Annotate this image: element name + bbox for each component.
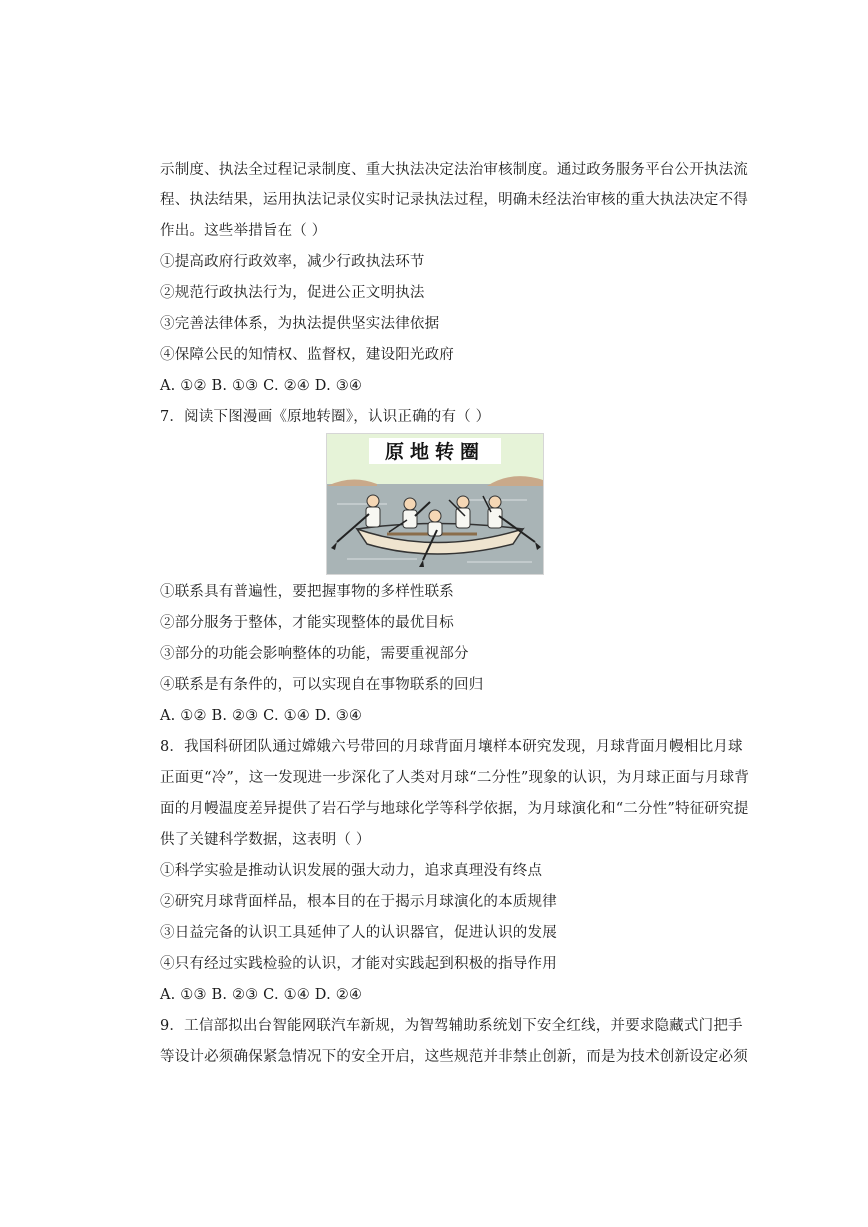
q8-stem-line-3: 面的月幔温度差异提供了岩石学与地球化学等科学依据，为月球演化和“二分性”特征研究提: [160, 801, 749, 817]
q7-option-1: ①联系具有普遍性，要把握事物的多样性联系: [160, 584, 454, 600]
q7-option-2: ②部分服务于整体，才能实现整体的最优目标: [160, 615, 454, 631]
cartoon-illustration: [327, 434, 543, 574]
q6-answer-choices: A. ①② B. ①③ C. ②④ D. ③④: [160, 378, 363, 394]
cartoon-rowing-in-circles: [326, 433, 544, 575]
q6-stem-line-2: 程、执法结果，运用执法记录仪实时记录执法过程，明确未经法治审核的重大执法决定不得: [160, 192, 748, 208]
q7-option-3: ③部分的功能会影响整体的功能，需要重视部分: [160, 646, 469, 662]
q6-option-3: ③完善法律体系，为执法提供坚实法律依据: [160, 316, 440, 332]
q8-option-3: ③日益完备的认识工具延伸了人的认识器官，促进认识的发展: [160, 925, 557, 941]
q9-stem-line-1: 9．工信部拟出台智能网联汽车新规，为智驾辅助系统划下安全红线，并要求隐藏式门把手: [160, 1018, 743, 1034]
q6-stem-line-1: 示制度、执法全过程记录制度、重大执法决定法治审核制度。通过政务服务平台公开执法流: [160, 162, 748, 178]
cartoon-title: 原地转圈: [384, 441, 486, 463]
q8-option-4: ④只有经过实践检验的认识，才能对实践起到积极的指导作用: [160, 956, 557, 972]
q9-stem-line-2: 等设计必须确保紧急情况下的安全开启，这些规范并非禁止创新，而是为技术创新设定必须: [160, 1049, 748, 1065]
q7-answer-choices: A. ①② B. ②③ C. ①④ D. ③④: [160, 708, 363, 724]
q6-option-4: ④保障公民的知情权、监督权，建设阳光政府: [160, 347, 454, 363]
q7-option-4: ④联系是有条件的，可以实现自在事物联系的回归: [160, 677, 484, 693]
q8-stem-line-2: 正面更“冷”，这一发现进一步深化了人类对月球“二分性”现象的认识，为月球正面与月球背: [160, 770, 750, 786]
q6-option-2: ②规范行政执法行为，促进公正文明执法: [160, 285, 425, 301]
q8-option-1: ①科学实验是推动认识发展的强大动力，追求真理没有终点: [160, 863, 543, 879]
q7-stem: 7．阅读下图漫画《原地转圈》，认识正确的有（ ）: [160, 409, 491, 425]
q8-option-2: ②研究月球背面样品，根本目的在于揭示月球演化的本质规律: [160, 894, 557, 910]
q6-option-1: ①提高政府行政效率，减少行政执法环节: [160, 254, 425, 270]
q8-answer-choices: A. ①③ B. ②③ C. ①④ D. ②④: [160, 987, 363, 1003]
q8-stem-line-4: 供了关键科学数据，这表明（ ）: [160, 832, 371, 848]
q6-stem-line-3: 作出。这些举措旨在（ ）: [160, 223, 327, 239]
q8-stem-line-1: 8．我国科研团队通过嫦娥六号带回的月球背面月壤样本研究发现，月球背面月幔相比月球: [160, 739, 743, 755]
